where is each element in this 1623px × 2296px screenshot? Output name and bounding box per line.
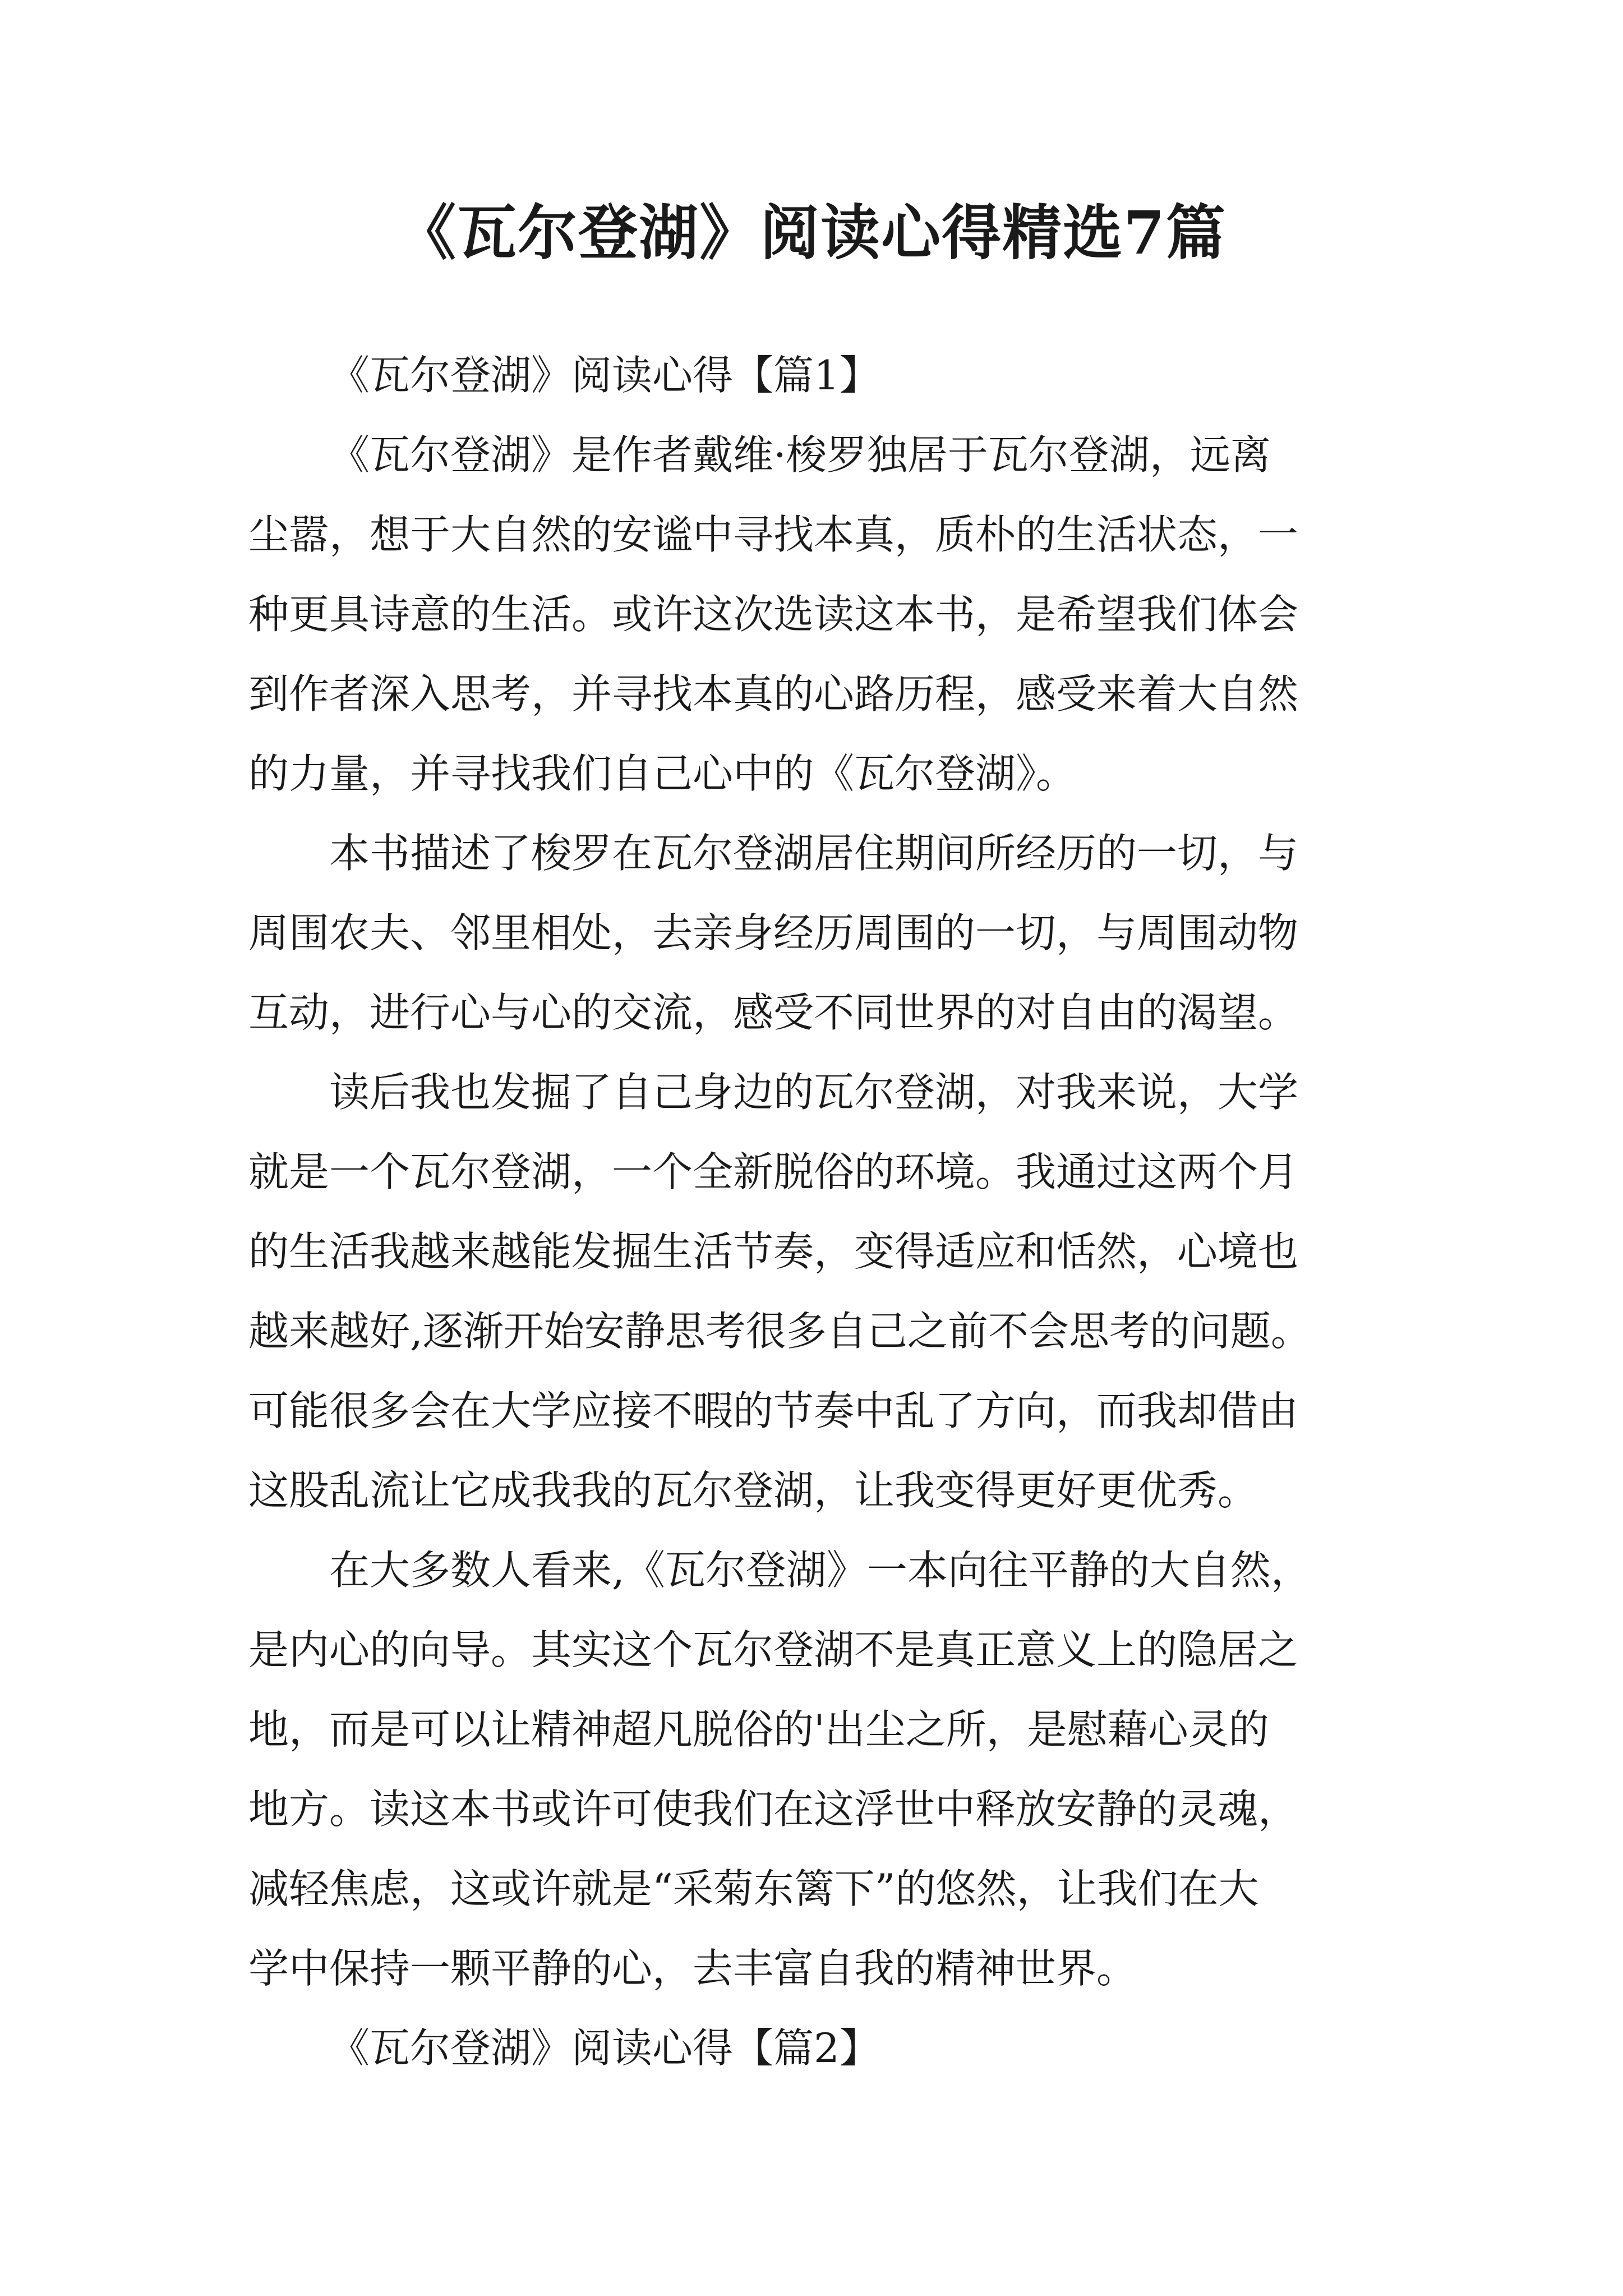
paragraph-line: 可能很多会在大学应接不暇的节奏中乱了方向，而我却借由 [248, 1387, 1299, 1434]
section-heading: 《瓦尔登湖》阅读心得【篇2】 [329, 2024, 880, 2072]
paragraph-line: 减轻焦虑，这或许就是“采菊东篱下”的悠然，让我们在大 [248, 1865, 1259, 1912]
document-body [248, 335, 1393, 2088]
paragraph-line: 地，而是可以让精神超凡脱俗的'出尘之所，是慰藉心灵的 [248, 1706, 1269, 1753]
paragraph-line: 互动，进行心与心的交流，感受不同世界的对自由的渴望。 [248, 989, 1299, 1036]
paragraph-line: 本书描述了梭罗在瓦尔登湖居住期间所经历的一切，与 [329, 830, 1299, 877]
paragraph-line: 读后我也发掘了自己身边的瓦尔登湖，对我来说，大学 [329, 1069, 1299, 1116]
paragraph-line: 的力量，并寻找我们自己心中的《瓦尔登湖》。 [248, 750, 1077, 797]
paragraph-line: 《瓦尔登湖》是作者戴维·梭罗独居于瓦尔登湖，远离 [329, 431, 1271, 478]
paragraph-line: 这股乱流让它成我我的瓦尔登湖，让我变得更好更优秀。 [248, 1467, 1258, 1514]
paragraph-line: 周围农夫、邻里相处，去亲身经历周围的一切，与周围动物 [248, 909, 1299, 956]
paragraph-line: 学中保持一颗平静的心，去丰富自我的精神世界。 [248, 1945, 1137, 1992]
paragraph [248, 1052, 1393, 1530]
paragraph-line: 尘嚣，想于大自然的安谧中寻找本真，质朴的生活状态，一 [248, 511, 1299, 558]
paragraph-line: 就是一个瓦尔登湖，一个全新脱俗的环境。我通过这两个月 [248, 1148, 1299, 1195]
paragraph-line: 地方。读这本书或许可使我们在这浮世中释放安静的灵魂， [248, 1786, 1299, 1833]
paragraph-line: 越来越好,逐渐开始安静思考很多自己之前不会思考的问题。 [248, 1308, 1311, 1355]
paragraph [248, 813, 1393, 1052]
paragraph-line: 的生活我越来越能发掘生活节奏，变得适应和恬然，心境也 [248, 1228, 1299, 1275]
paragraph-line: 是内心的向导。其实这个瓦尔登湖不是真正意义上的隐居之 [248, 1626, 1299, 1673]
paragraph [248, 1530, 1393, 2008]
paragraph-line: 到作者深入思考，并寻找本真的心路历程，感受来着大自然 [248, 670, 1299, 717]
page-title: 《瓦尔登湖》阅读心得精选7篇 [396, 197, 1227, 268]
paragraph [248, 415, 1393, 813]
paragraph-line: 在大多数人看来,《瓦尔登湖》一本向往平静的大自然， [329, 1547, 1311, 1594]
section-heading: 《瓦尔登湖》阅读心得【篇1】 [329, 352, 880, 399]
paragraph-line: 种更具诗意的生活。或许这次选读这本书，是希望我们体会 [248, 591, 1299, 638]
